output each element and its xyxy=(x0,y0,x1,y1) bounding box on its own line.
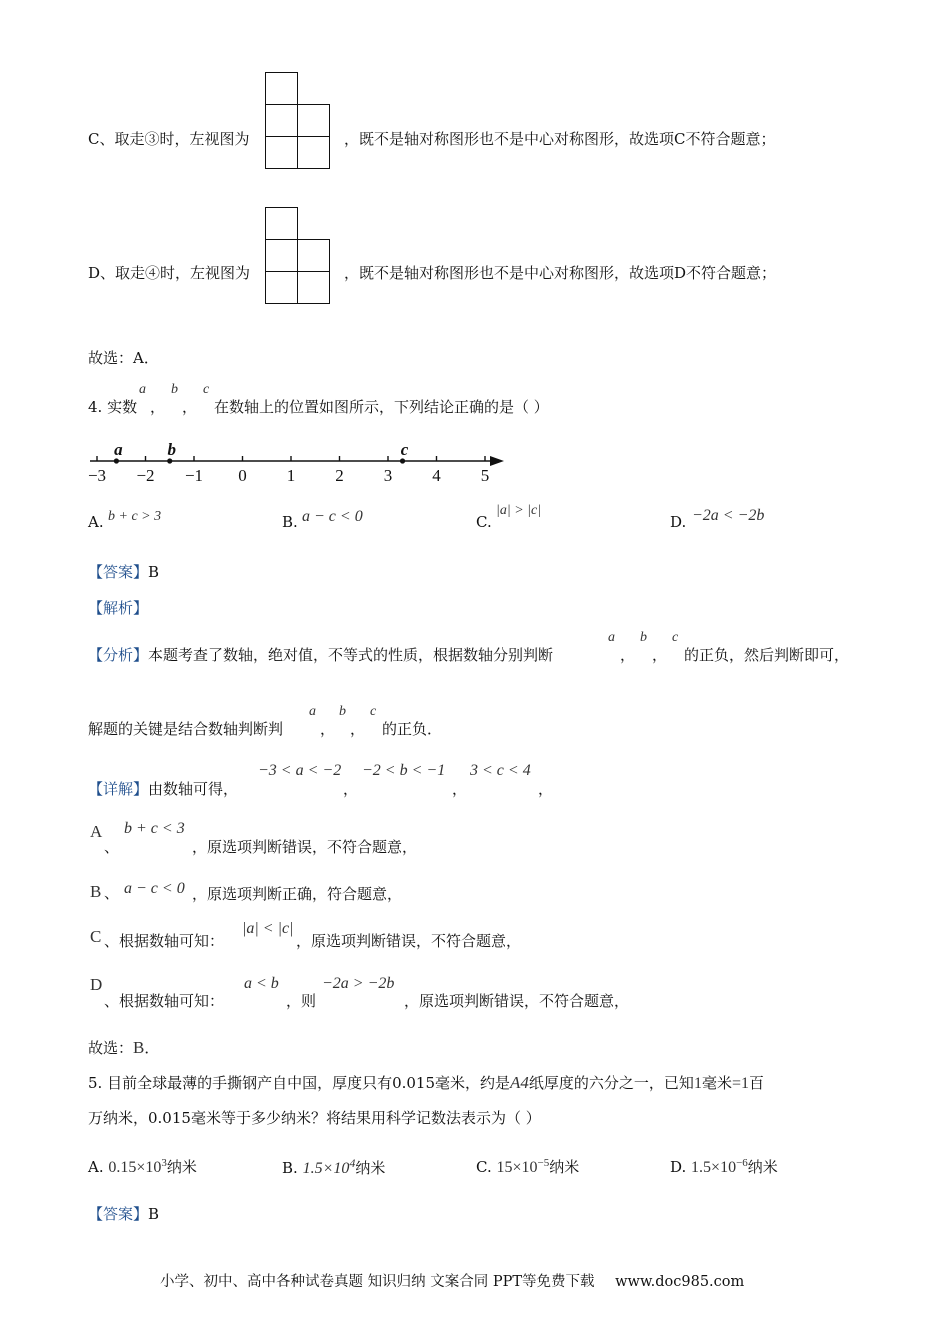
number-line-tick-label: −3 xyxy=(87,466,107,485)
q5-line-1: 5. 目前全球最薄的手撕钢产自中国，厚度只有0.015毫米，约是A4纸厚度的六分之一，已知1毫米=1百 xyxy=(88,1073,764,1092)
detail-item-d-expr-1: a < b xyxy=(244,975,279,992)
q4-option-d-expr: −2a < −2b xyxy=(692,507,765,524)
detail-item-b-letter: B xyxy=(90,882,102,901)
number-line-point-c xyxy=(400,458,405,463)
q4-option-a-label: A. xyxy=(88,513,104,531)
q3-conclusion: 故选：A． xyxy=(88,349,159,367)
number-line-tick-label: 2 xyxy=(335,466,344,485)
detail-ineq-1: −3 < a < −2 xyxy=(258,762,342,779)
number-line xyxy=(84,436,514,488)
number-line-point-label-a: a xyxy=(114,440,123,459)
number-line-tick-label: 5 xyxy=(480,466,490,485)
q5-answer: B xyxy=(148,1205,160,1223)
q5-line-2: 万纳米，0.015毫米等于多少纳米？将结果用科学记数法表示为（ ） xyxy=(88,1109,541,1127)
number-line-point-label-b: b xyxy=(167,440,176,459)
fenxi-tag: 【分析】 xyxy=(88,646,149,664)
solution-c-suffix: ，既不是轴对称图形也不是中心对称图形，故选项C不符合题意； xyxy=(344,130,776,148)
footer xyxy=(160,1270,744,1291)
fenxi-text-2: 的正负，然后判断即可， xyxy=(684,646,850,664)
number-line-tick-label: −2 xyxy=(136,466,155,485)
footer-text: 小学、初中、高中各种试卷真题 知识归纳 文案合同 PPT等免费下载 xyxy=(160,1274,595,1290)
number-line-point-a xyxy=(114,458,119,463)
fenxi-var-a: a xyxy=(608,630,615,645)
detail-item-c-text: ，原选项判断错误，不符合题意， xyxy=(296,932,522,950)
q5-option-a: A. $0.15\times 10^3$纳米 xyxy=(88,1157,197,1176)
q5-option-c: C. $15\times 10^{-5}$纳米 xyxy=(476,1157,580,1176)
solution-c-prefix: C、取走③时，左视图为 xyxy=(88,130,250,148)
q4-conclusion: 故选：B． xyxy=(88,1038,160,1057)
q4-comma-1: ， xyxy=(150,398,166,416)
detail-item-a-letter: A xyxy=(90,822,103,841)
detail-item-d-letter: D xyxy=(90,975,103,994)
detail-item-a-text: ，原选项判断错误，不符合题意， xyxy=(192,838,418,856)
q4-option-b-label: B. xyxy=(282,513,298,531)
fenxi-var-c: c xyxy=(672,630,679,645)
detail-ineq-2: −2 < b < −1 xyxy=(362,762,446,779)
footer-url[interactable]: www.doc985.com xyxy=(615,1274,745,1290)
q4-option-c-expr: |a| > |c| xyxy=(496,503,542,518)
q5-option-d: D. $1.5\times 10^{-6}$纳米 xyxy=(670,1157,778,1176)
detail-ineq-3: 3 < c < 4 xyxy=(470,762,531,779)
q4-stem-prefix: 4. 实数 xyxy=(88,398,138,416)
number-line-tick-label: 0 xyxy=(238,466,247,485)
q4-var-a: a xyxy=(139,382,146,397)
detail-item-b-expr: a − c < 0 xyxy=(124,880,185,897)
number-line-tick-label: 3 xyxy=(383,466,393,485)
solution-d-prefix: D、取走④时，左视图为 xyxy=(88,264,251,282)
fenxi-line-2: 解题的关键是结合数轴判断判 xyxy=(88,720,284,738)
detail-item-d-text: ，原选项判断错误，不符合题意， xyxy=(404,992,630,1010)
q4-stem-suffix: 在数轴上的位置如图所示，下列结论正确的是（ ） xyxy=(214,398,549,416)
detail-item-c-letter: C xyxy=(90,927,102,946)
solution-d-suffix: ，既不是轴对称图形也不是中心对称图形，故选项D不符合题意； xyxy=(344,264,777,282)
detail-line: 【详解】由数轴可得， xyxy=(88,780,239,798)
fenxi-var-b: b xyxy=(640,630,647,645)
q4-option-b-expr: a − c < 0 xyxy=(302,508,363,525)
q4-comma-2: ， xyxy=(182,398,198,416)
analysis-tag: 【解析】 xyxy=(88,599,149,617)
number-line-point-label-c: c xyxy=(400,440,409,459)
q4-var-c: c xyxy=(203,382,210,397)
detail-tag: 【详解】 xyxy=(88,780,149,798)
detail-item-b-text: ，原选项判断正确，符合题意， xyxy=(192,885,403,903)
q4-answer: B xyxy=(148,563,160,581)
answer-tag: 【答案】 xyxy=(88,563,149,581)
detail-item-c-expr: |a| < |c| xyxy=(242,920,294,937)
fenxi-line-1: 【分析】本题考查了数轴，绝对值，不等式的性质，根据数轴分别判断 xyxy=(88,646,554,664)
q4-option-c-label: C. xyxy=(476,513,492,531)
number-line-tick-label: 4 xyxy=(432,466,441,485)
answer-tag: 【答案】 xyxy=(88,1205,149,1223)
number-line-point-b xyxy=(167,458,172,463)
q4-answer-line xyxy=(88,561,159,582)
q4-option-a-expr: b + c > 3 xyxy=(108,509,162,524)
q4-option-d-label: D. xyxy=(670,513,687,531)
q5-option-b: B. $1.5\times 10^4$纳米 xyxy=(282,1156,386,1177)
number-line-tick-label: 1 xyxy=(286,466,296,485)
number-line-tick-label: −1 xyxy=(184,466,204,485)
q5-answer-line xyxy=(88,1203,159,1224)
q4-var-b: b xyxy=(171,382,178,397)
detail-item-a-expr: b + c < 3 xyxy=(124,820,185,837)
detail-item-d-expr-2: −2a > −2b xyxy=(322,975,395,992)
